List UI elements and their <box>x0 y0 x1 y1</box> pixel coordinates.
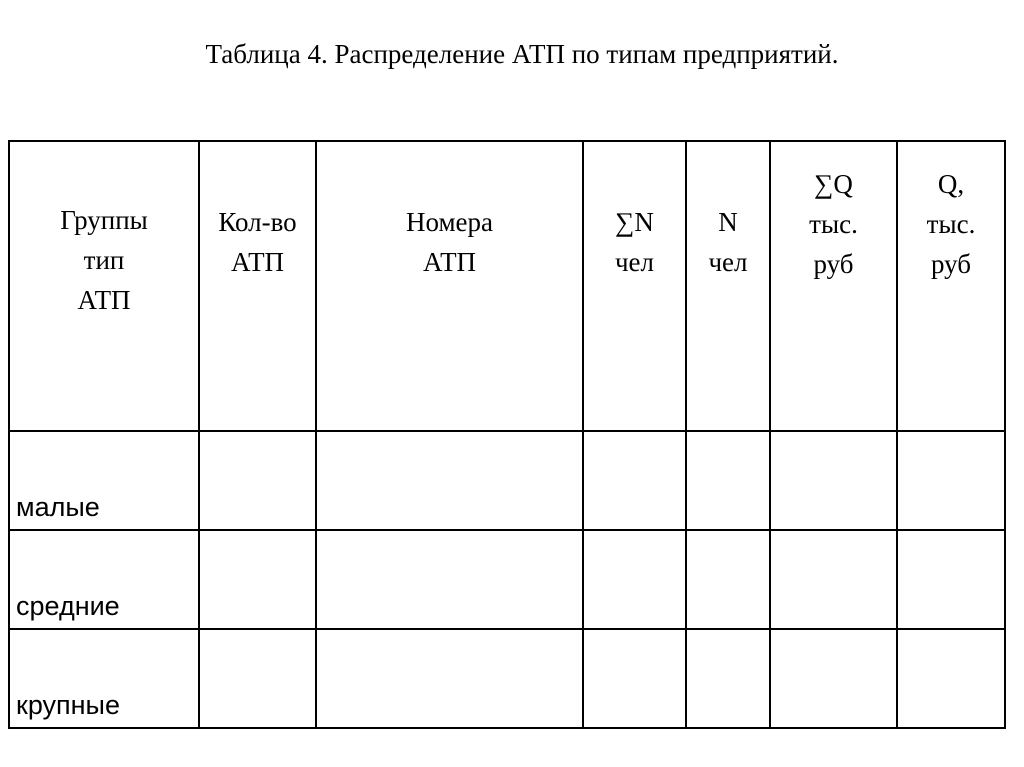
header-cell-group-type <box>9 141 199 431</box>
table-cell <box>316 629 583 728</box>
table-cell <box>897 629 1005 728</box>
header-text: тип <box>83 245 125 275</box>
table-cell <box>316 431 583 530</box>
row-label-cell <box>9 629 199 728</box>
header-text: Группы <box>60 205 148 235</box>
table-cell <box>770 530 897 629</box>
header-text: тыс. <box>926 209 976 239</box>
table-cell <box>770 629 897 728</box>
header-cell-numbers <box>316 141 583 431</box>
row-label: средние <box>16 591 120 621</box>
table-row <box>9 530 1005 629</box>
header-text: руб <box>930 249 972 279</box>
header-text: АТП <box>77 285 131 315</box>
header-text: Номера <box>405 207 494 237</box>
table-cell <box>583 431 686 530</box>
row-label: малые <box>16 492 100 522</box>
header-text: Кол-во <box>218 207 297 237</box>
table-cell <box>583 530 686 629</box>
header-text: Q, <box>937 169 965 199</box>
row-label-cell <box>9 530 199 629</box>
header-cell-n <box>686 141 770 431</box>
row-label: крупные <box>16 690 120 720</box>
header-text: чел <box>614 247 655 277</box>
header-text: ∑N <box>615 207 654 237</box>
header-cell-sum-q <box>770 141 897 431</box>
row-label-cell <box>9 431 199 530</box>
table-cell <box>316 530 583 629</box>
table-row <box>9 431 1005 530</box>
table-cell <box>583 629 686 728</box>
table-cell <box>199 431 316 530</box>
header-text: ∑Q <box>814 169 853 199</box>
header-text: АТП <box>422 247 477 277</box>
table-cell <box>897 530 1005 629</box>
header-cell-q <box>897 141 1005 431</box>
table-cell <box>686 431 770 530</box>
table-title: Таблица 4. Распределение АТП по типам предприятий. <box>205 39 839 69</box>
table-cell <box>686 530 770 629</box>
data-table <box>8 140 1006 729</box>
table-cell <box>199 629 316 728</box>
table-cell <box>770 431 897 530</box>
table-row <box>9 629 1005 728</box>
table-cell <box>199 530 316 629</box>
header-text: чел <box>708 247 748 277</box>
header-text: руб <box>813 249 854 279</box>
header-text: тыс. <box>809 209 858 239</box>
header-text: N <box>718 207 738 237</box>
header-row <box>9 141 1005 431</box>
table-cell <box>686 629 770 728</box>
header-cell-sum-n <box>583 141 686 431</box>
header-cell-count <box>199 141 316 431</box>
table-cell <box>897 431 1005 530</box>
header-text: АТП <box>230 247 285 277</box>
